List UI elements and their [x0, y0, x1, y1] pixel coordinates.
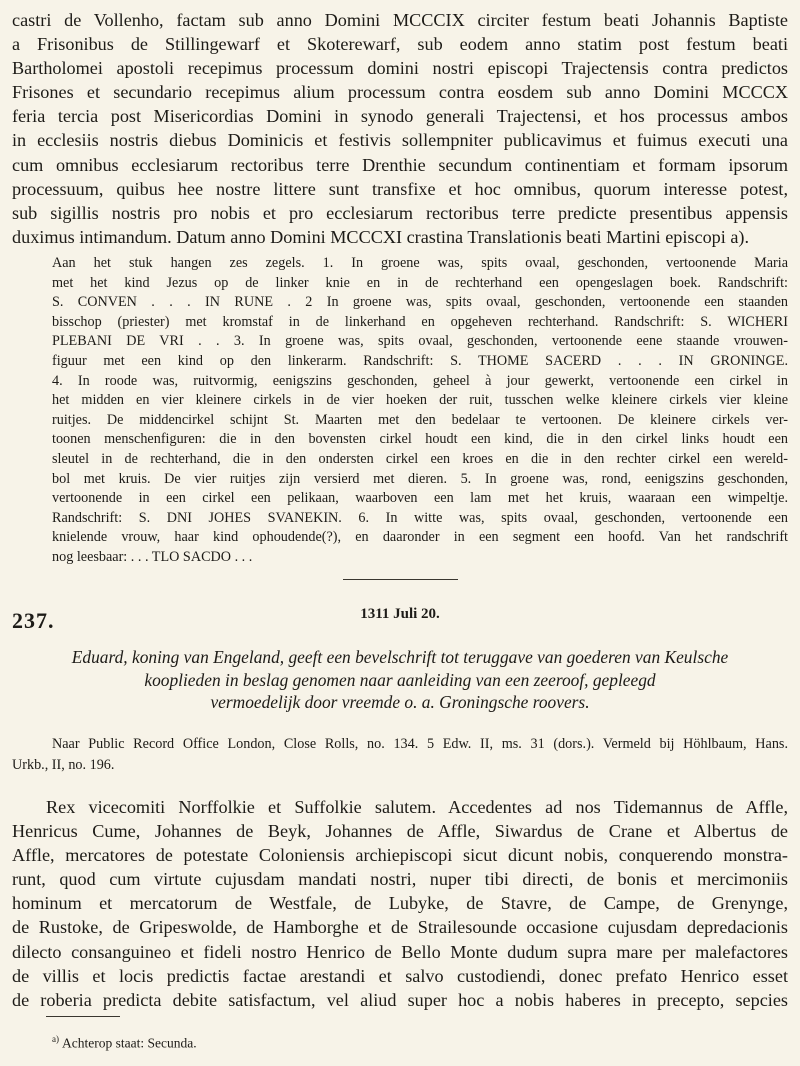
- text-line: Eduard, koning van Engeland, geeft een bevelschrift tot teruggave van goederen van Keulsche: [71, 647, 729, 667]
- text-line: nog leesbaar: . . . TLO SACDO . . .: [52, 548, 253, 565]
- text-line: de villis et locis predictis factae arestandi et salvo custodiendi, donec prefato Henrico esset: [12, 965, 788, 986]
- text-line: runt, quod cum virtute cujusdam mandati nostri, nuper tibi directi, de bonis et mercimoniis: [12, 869, 788, 890]
- text-line: Urkb., II, no. 196.: [12, 757, 115, 773]
- text-line: de roberia predicta debite satisfactum, vel aliud super hoc a nobis haberes in precepto, sepcies: [12, 989, 788, 1010]
- text-line: cum omnibus ecclesiarum rectoribus terre Drenthie secundum continentiam et formam ipsorum: [12, 154, 788, 175]
- text-line: hominum et mercatorum de Westfale, de Lubyke, de Stavre, de Campe, de Grenynge,: [12, 893, 788, 914]
- text-line: Naar Public Record Office London, Close Rolls, no. 134. 5 Edw. II, ms. 31 (dors.). Vermeld bij Höhlbaum, Hans.: [52, 736, 788, 752]
- document-date: 1311 Juli 20.: [360, 606, 440, 622]
- text-line: 4. In roode was, ruitvormig, eenigszins geschonden, geheel à jour gewerkt, vertoonende een cirkel in: [52, 372, 788, 389]
- text-line: a Frisonibus de Stillingewarf et Skoterewarf, sub eodem anno statim post festum beati: [12, 34, 788, 55]
- text-line: Aan het stuk hangen zes zegels. 1. In groene was, spits ovaal, geschonden, vertoonende Maria: [52, 255, 788, 271]
- text-line: bisschop (priester) met kromstaf in de linkerhand en opgeheven rechterhand. Randschrift: S. WICHERI: [52, 313, 788, 330]
- section-divider: [343, 579, 458, 580]
- text-line: dilecto consanguineo et fideli nostro Henrico de Bello Monte dudum supra mare per malefactores: [12, 941, 788, 962]
- text-line: bol met kruis. De vier ruitjes zijn versierd met dieren. 5. In groene was, rond, eenigszins geschonden,: [52, 470, 788, 487]
- text-line: Affle, mercatores de potestate Coloniensis archiepiscopi sicut dicunt nobis, conquerendo monstra-: [12, 845, 788, 866]
- document-latin-text: [12, 795, 788, 1012]
- document-summary: [12, 646, 788, 714]
- text-line: Rex vicecomiti Norffolkie et Suffolkie salutem. Accedentes ad nos Tidemannus de Affle,: [46, 797, 788, 817]
- text-line: toonen menschenfiguren: die in den bovensten cirkel houdt een kind, die in den cirkel links houdt een: [52, 431, 788, 448]
- text-line: vertoonende in een cirkel een pelikaan, waarboven een lam met het kruis, waaraan een wimpeltje.: [52, 490, 788, 507]
- text-line: castri de Vollenho, factam sub anno Domini MCCCIX circiter festum beati Johannis Baptiste: [12, 10, 788, 30]
- text-line: PLEBANI DE VRI . . 3. In groene was, spits ovaal, geschonden, vertoonende eene staande vrouwen-: [52, 333, 788, 350]
- footnote-divider: [46, 1016, 120, 1017]
- text-line: met het kind Jezus op de linker knie en in de rechterhand een opengeslagen boek. Randschrift:: [52, 274, 788, 291]
- text-line: vermoedelijk door vreemde o. a. Groningsche roovers.: [210, 692, 590, 712]
- text-line: Bartholomei apostoli recepimus processum domini nostri episcopi Trajectensis contra predictos: [12, 58, 788, 79]
- text-line: sub sigillis nostris pro nobis et pro ecclesiarum rectoribus terre predicte presentibus appensis: [12, 202, 788, 223]
- text-line: de Rustoke, de Gripeswolde, de Hamborghe et de Strailesounde occasione cujusdam depredacionis: [12, 917, 788, 938]
- text-line: Frisones et secundario recepimus alium processum contra eosdem sub anno Domini MCCCX: [12, 82, 788, 103]
- text-line: ruitjes. De middencirkel schijnt St. Maarten met den bedelaar te vertoonen. De kleinere cirkels ver-: [52, 411, 788, 428]
- footnote: [52, 1030, 197, 1053]
- footnote-marker: a): [52, 1034, 59, 1044]
- text-line: feria tercia post Misericordias Domini in synodo generali Trajectensi, et hos processus ambos: [12, 106, 788, 127]
- text-line: in ecclesiis nostris diebus Dominicis et festivis sollempniter publicavimus et fuimus executi una: [12, 130, 788, 151]
- text-line: sleutel in de rechterhand, die in den ondersten cirkel een kroes en die in den rechter cirkel een wereld-: [52, 450, 788, 467]
- text-line: figuur met een kind op den linkerarm. Randschrift: S. THOME SACERD . . . IN GRONINGE.: [52, 352, 788, 369]
- text-line: kooplieden in beslag genomen naar aanleiding van een zeeroof, gepleegd: [144, 669, 656, 690]
- text-line: Randschrift: S. DNI JOHES SVANEKIN. 6. In witte was, spits ovaal, geschonden, vertoonende een: [52, 509, 788, 526]
- source-reference: [12, 734, 788, 776]
- document-number: 237.: [12, 608, 55, 633]
- text-line: Henricus Cume, Johannes de Beyk, Johannes de Affle, Siwardus de Crane et Albertus de: [12, 821, 788, 842]
- intro-latin-text: [12, 8, 788, 249]
- text-line: knielende vrouw, haar kind ophoudende(?), en daaronder in een segment een hoofd. Van het randschrift: [52, 529, 788, 546]
- seals-description: [52, 254, 788, 568]
- text-line: S. CONVEN . . . IN RUNE . 2 In groene was, spits ovaal, geschonden, vertoonende een staanden: [52, 294, 788, 311]
- text-line: het midden en vier kleinere cirkels in de vier hoeken der ruit, tusschen welke kleinere cirkels vier kleine: [52, 392, 788, 409]
- text-line: processuum, quibus hee nostre littere sunt transfixe et hoc omnibus, quorum interesse potest,: [12, 178, 788, 199]
- footnote-text: Achterop staat: Secunda.: [62, 1035, 197, 1051]
- text-line: duximus intimandum. Datum anno Domini MCCCXI crastina Translationis beati Martini episcopi a).: [12, 226, 750, 247]
